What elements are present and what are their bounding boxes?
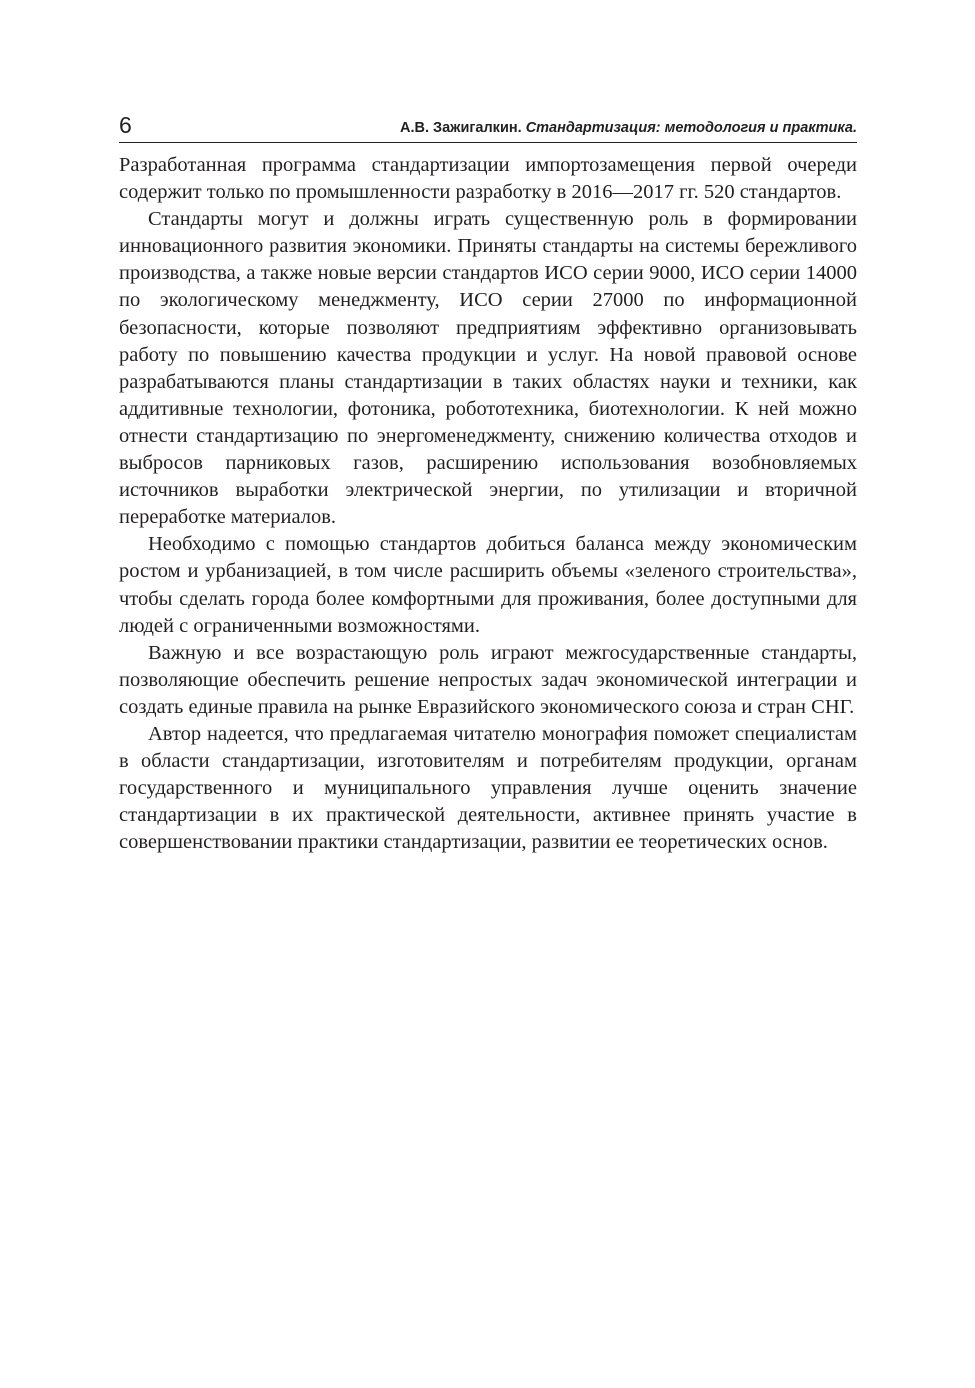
header-book-title: Стандартизация: методология и практика.: [525, 120, 857, 136]
paragraph-1: Разработанная программа стандартизации импортозамещения первой очереди содержит только по промышленности разработку в 2016—2017 гг. 520 стандартов.: [119, 154, 857, 204]
paragraph-4: Важную и все возрастающую роль играют межгосударственные стандарты, позволяющие обеспечить решение непростых задач экономической интеграции и создать единые правила на рынке Евразийского экономического союза и стран СНГ.: [119, 641, 857, 718]
page-number: 6: [119, 112, 132, 138]
header-author: А.В. Зажигалкин.: [400, 120, 522, 136]
running-header: [119, 112, 857, 143]
paragraph-5: Автор надеется, что предлагаемая читателю монография поможет специалистам в области стандартизации, изготовителям и потребителям продукции, органам государственного и муниципального управления лучше оценить значение стандартизации в их практической деятельности, активнее принять участие в совершенствовании практики стандартизации, развитии ее теоретических основ.: [119, 722, 857, 854]
header-title: [400, 119, 857, 137]
body-text: [119, 152, 857, 856]
paragraph-3: Необходимо с помощью стандартов добиться баланса между экономическим ростом и урбанизацией, в том числе расширить объемы «зеленого строительства», чтобы сделать города более комфортными для проживания, более доступными для людей с ограниченными возможностями.: [119, 533, 857, 637]
paragraph-2: Стандарты могут и должны играть существенную роль в формировании инновационного развития экономики. Приняты стандарты на системы бережливого производства, а также новые версии стандартов ИСО серии 9000, ИСО серии 14000 по экологическому менеджменту, ИСО серии 27000 по информационной безопасности, которые позволяют предприятиям эффективно организовывать работу по повышению качества продукции и услуг. На новой правовой основе разрабатываются планы стандартизации в таких областях науки и техники, как аддитивные технологии, фотоника, робототехника, биотехнологии. К ней можно отнести стандартизацию по энергоменеджменту, снижению количества отходов и выбросов парниковых газов, расширению использования возобновляемых источников выработки электрической энергии, по утилизации и вторичной переработке материалов.: [119, 208, 857, 529]
